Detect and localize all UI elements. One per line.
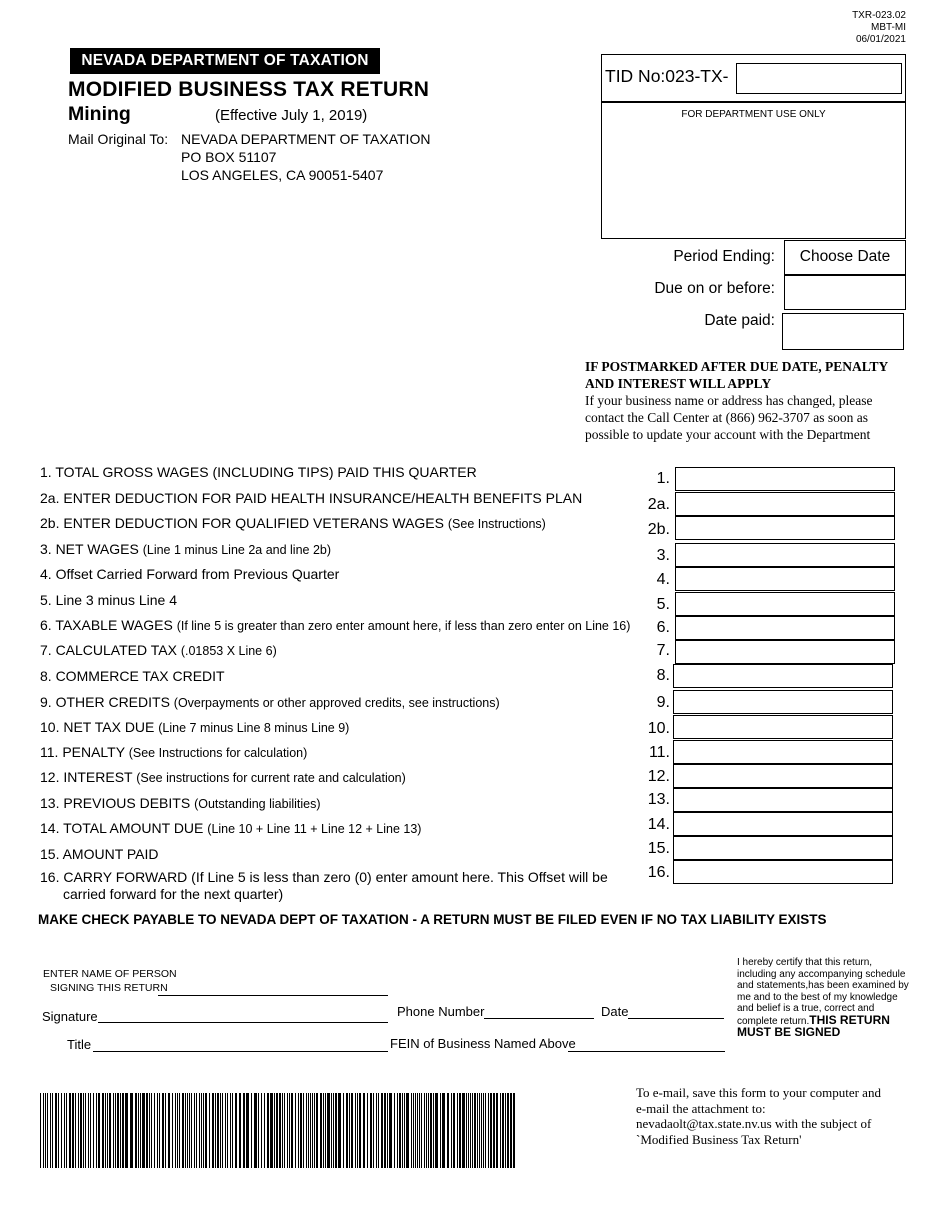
line-label: 7. CALCULATED TAX (.01853 X Line 6) [40, 642, 277, 658]
barcode-bar [140, 1093, 141, 1168]
barcode-bar [146, 1093, 148, 1168]
barcode-bar [117, 1093, 119, 1168]
barcode-bar [419, 1093, 420, 1168]
barcode-bar [80, 1093, 82, 1168]
barcode-bar [64, 1093, 65, 1168]
barcode-bar [306, 1093, 307, 1168]
barcode-bar [468, 1093, 469, 1168]
line-number: 4. [656, 571, 670, 588]
barcode-bar [466, 1093, 467, 1168]
barcode-bar [421, 1093, 422, 1168]
barcode-bar [320, 1093, 322, 1168]
signer-name-input[interactable] [158, 995, 388, 996]
barcode-bar [142, 1093, 145, 1168]
barcode-bar [209, 1093, 210, 1168]
line-number: 12. [647, 768, 670, 785]
barcode-bar [314, 1093, 315, 1168]
barcode-bar [282, 1093, 283, 1168]
barcode-bar [474, 1093, 476, 1168]
barcode-bar [291, 1093, 293, 1168]
form-code-type: MBT-MI [871, 22, 906, 33]
date-paid-field[interactable] [782, 313, 904, 350]
penalty-notice-text: If your business name or address has changed, please contact the Call Center at (866) 962-3707 as soon as possible to update your account with the Department [585, 393, 873, 442]
line-number: 10. [647, 720, 670, 737]
line-16-continuation: carried forward for the next quarter) [63, 886, 284, 902]
barcode-bar [323, 1093, 324, 1168]
barcode-bar [78, 1093, 79, 1168]
barcode-bar [402, 1093, 403, 1168]
barcode-bar [182, 1093, 184, 1168]
barcode-bar [243, 1093, 245, 1168]
barcode [40, 1093, 518, 1168]
barcode-bar [66, 1093, 67, 1168]
barcode-bar [355, 1093, 356, 1168]
title-input[interactable] [93, 1051, 388, 1052]
barcode-bar [189, 1093, 190, 1168]
penalty-notice-heading: IF POSTMARKED AFTER DUE DATE, PENALTY AND INTEREST WILL APPLY [585, 359, 888, 391]
barcode-bar [424, 1093, 425, 1168]
line-label: 15. AMOUNT PAID [40, 846, 159, 862]
line-number: 1. [656, 470, 670, 487]
barcode-bar [327, 1093, 330, 1168]
date-label: Date [601, 1004, 629, 1019]
barcode-bar [483, 1093, 484, 1168]
barcode-bar [459, 1093, 461, 1168]
barcode-bar [451, 1093, 452, 1168]
line-number: 7. [656, 642, 670, 659]
tid-input[interactable] [736, 63, 902, 94]
barcode-bar [225, 1093, 226, 1168]
barcode-bar [58, 1093, 59, 1168]
barcode-bar [107, 1093, 108, 1168]
fein-input[interactable] [568, 1051, 725, 1052]
barcode-bar [507, 1093, 509, 1168]
line-label: 3. NET WAGES (Line 1 minus Line 2a and line 2b) [40, 541, 332, 557]
barcode-bar [493, 1093, 495, 1168]
barcode-bar [102, 1093, 104, 1168]
tid-label: TID No:023-TX- [605, 66, 729, 86]
barcode-bar [154, 1093, 155, 1168]
period-ending-field[interactable]: Choose Date [784, 240, 906, 275]
barcode-bar [376, 1093, 377, 1168]
barcode-bar [477, 1093, 478, 1168]
mail-address-line: PO BOX 51107 [181, 149, 277, 165]
barcode-bar [502, 1093, 504, 1168]
line-number: 11. [648, 744, 670, 761]
barcode-bar [440, 1093, 441, 1168]
barcode-bar [162, 1093, 164, 1168]
form-code-date: 06/01/2021 [855, 34, 906, 45]
barcode-bar [232, 1093, 233, 1168]
line-13-input[interactable] [673, 788, 893, 812]
line-2b-input[interactable] [675, 516, 895, 540]
barcode-bar [331, 1093, 332, 1168]
barcode-bar [45, 1093, 46, 1168]
form-code [852, 10, 906, 46]
barcode-bar [370, 1093, 372, 1168]
barcode-bar [75, 1093, 76, 1168]
barcode-bar [381, 1093, 383, 1168]
barcode-bar [442, 1093, 445, 1168]
signer-name-label: ENTER NAME OF PERSON [43, 968, 177, 980]
line-label: 11. PENALTY (See Instructions for calculation) [40, 744, 308, 760]
line-number: 9. [656, 694, 670, 711]
barcode-bar [212, 1093, 214, 1168]
barcode-bar [105, 1093, 106, 1168]
barcode-bar [505, 1093, 506, 1168]
barcode-bar [83, 1093, 84, 1168]
barcode-bar [267, 1093, 269, 1168]
barcode-bar [222, 1093, 223, 1168]
barcode-bar [239, 1093, 241, 1168]
line-15-input[interactable] [673, 836, 893, 860]
line-11-input[interactable] [673, 740, 893, 764]
line-label: 12. INTEREST (See instructions for current rate and calculation) [40, 769, 406, 785]
barcode-bar [96, 1093, 97, 1168]
mail-address-line: LOS ANGELES, CA 90051-5407 [181, 167, 384, 183]
period-ending-label: Period Ending: [673, 248, 775, 265]
barcode-bar [98, 1093, 100, 1168]
barcode-bar [270, 1093, 273, 1168]
barcode-bar [389, 1093, 392, 1168]
barcode-bar [258, 1093, 259, 1168]
barcode-bar [157, 1093, 158, 1168]
barcode-bar [220, 1093, 221, 1168]
barcode-bar [130, 1093, 133, 1168]
barcode-bar [406, 1093, 409, 1168]
barcode-bar [194, 1093, 195, 1168]
barcode-bar [312, 1093, 313, 1168]
barcode-bar [264, 1093, 265, 1168]
barcode-bar [177, 1093, 178, 1168]
barcode-bar [43, 1093, 44, 1168]
barcode-bar [52, 1093, 53, 1168]
barcode-bar [135, 1093, 137, 1168]
barcode-bar [251, 1093, 252, 1168]
barcode-bar [316, 1093, 318, 1168]
line-2a-input[interactable] [675, 492, 895, 516]
line-6-input[interactable] [675, 616, 895, 640]
line-number: 16. [647, 864, 670, 881]
barcode-bar [411, 1093, 412, 1168]
barcode-bar [115, 1093, 116, 1168]
barcode-bar [308, 1093, 309, 1168]
barcode-bar [510, 1093, 512, 1168]
line-label: 4. Offset Carried Forward from Previous Quarter [40, 566, 340, 582]
line-number: 6. [656, 619, 670, 636]
line-number: 15. [647, 840, 670, 857]
barcode-bar [72, 1093, 74, 1168]
barcode-bar [50, 1093, 51, 1168]
barcode-bar [185, 1093, 186, 1168]
due-date-field[interactable] [784, 275, 906, 310]
barcode-bar [47, 1093, 48, 1168]
line-label: 16. CARRY FORWARD (If Line 5 is less than zero (0) enter amount here. This Offset will be [40, 869, 608, 885]
barcode-bar [149, 1093, 150, 1168]
barcode-bar [430, 1093, 432, 1168]
barcode-bar [481, 1093, 482, 1168]
line-7-input[interactable] [675, 640, 895, 664]
phone-label: Phone Number [397, 1004, 485, 1019]
barcode-bar [254, 1093, 257, 1168]
line-9-input[interactable] [673, 690, 893, 714]
barcode-bar [490, 1093, 492, 1168]
barcode-bar [199, 1093, 200, 1168]
line-label: 2b. ENTER DEDUCTION FOR QUALIFIED VETERANS WAGES (See Instructions) [40, 515, 546, 531]
line-number: 13. [647, 791, 670, 808]
barcode-bar [433, 1093, 434, 1168]
line-number: 2b. [647, 521, 670, 538]
line-8-input[interactable] [673, 664, 893, 688]
barcode-bar [413, 1093, 414, 1168]
barcode-bar [246, 1093, 249, 1168]
due-date-label: Due on or before: [654, 280, 775, 297]
barcode-bar [215, 1093, 216, 1168]
barcode-bar [187, 1093, 188, 1168]
barcode-bar [397, 1093, 398, 1168]
barcode-bar [387, 1093, 388, 1168]
signature-input[interactable] [98, 1022, 388, 1023]
certification-text: I hereby certify that this return, including any accompanying schedule and statements,has been examined by me and to the best of my knowledge and belief is a true, correct and complete return.THIS RETURN MUST BE SIGNED [737, 957, 909, 1039]
barcode-bar [125, 1093, 128, 1168]
mail-address-line: NEVADA DEPARTMENT OF TAXATION [181, 131, 431, 147]
line-14-input[interactable] [673, 812, 893, 836]
line-label: 14. TOTAL AMOUNT DUE (Line 10 + Line 11 + Line 12 + Line 13) [40, 820, 422, 836]
barcode-bar [404, 1093, 405, 1168]
barcode-bar [426, 1093, 427, 1168]
barcode-bar [191, 1093, 192, 1168]
barcode-bar [310, 1093, 311, 1168]
barcode-bar [298, 1093, 299, 1168]
barcode-bar [55, 1093, 57, 1168]
barcode-bar [384, 1093, 386, 1168]
barcode-bar [488, 1093, 489, 1168]
line-label: 13. PREVIOUS DEBITS (Outstanding liabilities) [40, 795, 321, 811]
signature-label: Signature [42, 1009, 98, 1024]
barcode-bar [279, 1093, 281, 1168]
barcode-bar [357, 1093, 358, 1168]
barcode-bar [378, 1093, 379, 1168]
date-input[interactable] [628, 1018, 724, 1019]
barcode-bar [61, 1093, 62, 1168]
barcode-bar [201, 1093, 202, 1168]
barcode-bar [276, 1093, 278, 1168]
barcode-bar [472, 1093, 473, 1168]
barcode-bar [203, 1093, 204, 1168]
barcode-bar [93, 1093, 94, 1168]
barcode-bar [470, 1093, 471, 1168]
barcode-bar [500, 1093, 501, 1168]
line-12-input[interactable] [673, 764, 893, 788]
barcode-bar [333, 1093, 334, 1168]
barcode-bar [151, 1093, 152, 1168]
department-banner: NEVADA DEPARTMENT OF TAXATION [70, 48, 380, 74]
barcode-bar [343, 1093, 344, 1168]
barcode-bar [274, 1093, 275, 1168]
barcode-bar [179, 1093, 180, 1168]
barcode-bar [289, 1093, 290, 1168]
line-label: 8. COMMERCE TAX CREDIT [40, 668, 225, 684]
barcode-bar [261, 1093, 262, 1168]
line-label: 6. TAXABLE WAGES (If line 5 is greater than zero enter amount here, if less than zero enter on Line 16) [40, 617, 631, 633]
line-label: 2a. ENTER DEDUCTION FOR PAID HEALTH INSURANCE/HEALTH BENEFITS PLAN [40, 490, 583, 506]
barcode-bar [453, 1093, 455, 1168]
line-number: 8. [656, 667, 670, 684]
barcode-bar [284, 1093, 285, 1168]
barcode-bar [85, 1093, 86, 1168]
barcode-bar [359, 1093, 361, 1168]
barcode-bar [303, 1093, 304, 1168]
form-code-number: TXR-023.02 [852, 10, 906, 21]
barcode-bar [373, 1093, 374, 1168]
date-paid-label: Date paid: [704, 312, 775, 329]
barcode-bar [513, 1093, 515, 1168]
line-label: 9. OTHER CREDITS (Overpayments or other approved credits, see instructions) [40, 694, 500, 710]
line-label: 1. TOTAL GROSS WAGES (INCLUDING TIPS) PAID THIS QUARTER [40, 464, 477, 480]
fein-label: FEIN of Business Named Above [390, 1036, 576, 1051]
barcode-bar [367, 1093, 368, 1168]
line-3-input[interactable] [675, 543, 895, 567]
email-instructions: To e-mail, save this form to your computer and e-mail the attachment to: nevadaolt@tax.state.nv.us with the subject of `Modified Business Tax Return' [636, 1085, 881, 1147]
barcode-bar [346, 1093, 348, 1168]
check-payable-notice: MAKE CHECK PAYABLE TO NEVADA DEPT OF TAXATION - A RETURN MUST BE FILED EVEN IF NO TAX LIABILITY EXISTS [38, 912, 827, 927]
barcode-bar [479, 1093, 480, 1168]
barcode-bar [415, 1093, 416, 1168]
barcode-bar [120, 1093, 121, 1168]
line-5-input[interactable] [675, 592, 895, 616]
barcode-bar [172, 1093, 173, 1168]
line-16-input[interactable] [673, 860, 893, 884]
barcode-bar [109, 1093, 111, 1168]
barcode-bar [205, 1093, 207, 1168]
effective-date: (Effective July 1, 2019) [215, 107, 368, 124]
barcode-bar [196, 1093, 197, 1168]
barcode-bar [165, 1093, 166, 1168]
line-10-input[interactable] [673, 715, 893, 739]
barcode-bar [175, 1093, 176, 1168]
penalty-notice [585, 358, 895, 443]
barcode-bar [122, 1093, 124, 1168]
barcode-bar [138, 1093, 139, 1168]
barcode-bar [325, 1093, 326, 1168]
line-label: 5. Line 3 minus Line 4 [40, 592, 177, 608]
barcode-bar [88, 1093, 89, 1168]
line-4-input[interactable] [675, 567, 895, 591]
barcode-bar [338, 1093, 341, 1168]
barcode-bar [230, 1093, 231, 1168]
barcode-bar [399, 1093, 401, 1168]
barcode-bar [217, 1093, 219, 1168]
barcode-bar [159, 1093, 160, 1168]
barcode-bar [417, 1093, 418, 1168]
barcode-bar [168, 1093, 170, 1168]
barcode-bar [394, 1093, 395, 1168]
barcode-bar [113, 1093, 114, 1168]
barcode-bar [90, 1093, 91, 1168]
barcode-bar [40, 1093, 41, 1168]
barcode-bar [295, 1093, 296, 1168]
department-use-box [601, 102, 906, 239]
line-number: 5. [656, 596, 670, 613]
barcode-bar [335, 1093, 337, 1168]
barcode-bar [69, 1093, 71, 1168]
barcode-bar [227, 1093, 228, 1168]
line-1-input[interactable] [675, 467, 895, 491]
barcode-bar [363, 1093, 365, 1168]
line-number: 14. [647, 816, 670, 833]
line-number: 3. [656, 547, 670, 564]
page-subtitle: Mining [68, 103, 131, 125]
barcode-bar [457, 1093, 458, 1168]
page-title: MODIFIED BUSINESS TAX RETURN [68, 78, 430, 101]
barcode-bar [235, 1093, 237, 1168]
department-use-label: FOR DEPARTMENT USE ONLY [681, 109, 826, 120]
barcode-bar [435, 1093, 438, 1168]
barcode-bar [287, 1093, 288, 1168]
mail-label: Mail Original To: [68, 131, 169, 147]
line-number: 2a. [647, 496, 670, 513]
barcode-bar [485, 1093, 486, 1168]
phone-input[interactable] [484, 1018, 594, 1019]
barcode-bar [351, 1093, 353, 1168]
barcode-bar [428, 1093, 429, 1168]
title-label: Title [67, 1037, 92, 1052]
barcode-bar [300, 1093, 302, 1168]
barcode-bar [462, 1093, 465, 1168]
signer-name-label-2: SIGNING THIS RETURN [50, 982, 168, 994]
barcode-bar [496, 1093, 498, 1168]
barcode-bar [447, 1093, 449, 1168]
line-label: 10. NET TAX DUE (Line 7 minus Line 8 minus Line 9) [40, 719, 350, 735]
barcode-bar [349, 1093, 350, 1168]
